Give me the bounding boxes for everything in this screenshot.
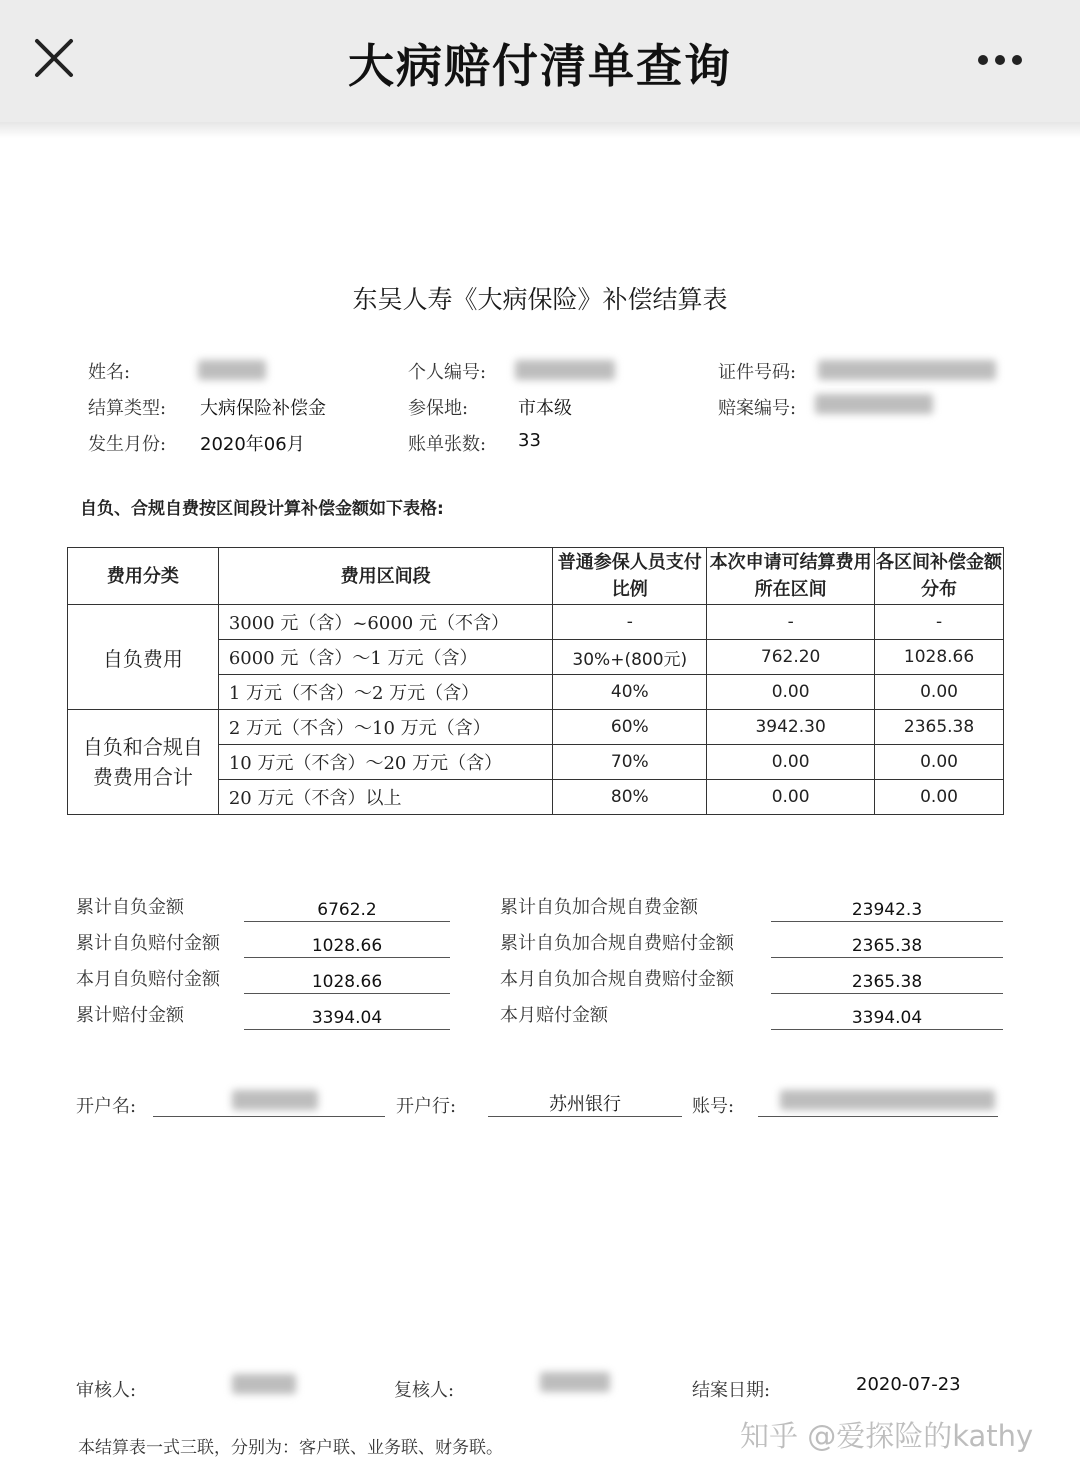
close-date-label: 结案日期:	[692, 1380, 771, 1401]
row-range: 6000 元（含）～1 万元（含）	[218, 640, 553, 675]
row-ratio: 70%	[553, 745, 707, 780]
header-comp: 各区间补偿金额分布	[875, 548, 1004, 605]
row-ratio: 40%	[553, 675, 707, 710]
row-amount: -	[707, 605, 875, 640]
row-comp: 0.00	[875, 745, 1004, 780]
summary-left-label: 本月自负赔付金额	[76, 969, 220, 990]
summary-right-label: 累计自负加合规自费金额	[500, 897, 698, 918]
reviewer-label: 审核人:	[76, 1380, 137, 1401]
summary-left-label: 累计自负赔付金额	[76, 933, 220, 954]
row-amount: 0.00	[707, 780, 875, 815]
header-ratio: 普通参保人员支付比例	[553, 548, 707, 605]
summary-left-value: 3394.04	[244, 1003, 450, 1030]
row-range: 20 万元（不含）以上	[218, 780, 553, 815]
name-redacted	[198, 360, 266, 380]
cert-label: 证件号码:	[718, 362, 797, 383]
summary-left-value: 6762.2	[244, 895, 450, 922]
compensation-table	[67, 547, 1004, 815]
person-id-redacted	[515, 360, 615, 380]
row-comp: 1028.66	[875, 640, 1004, 675]
summary-right-label: 本月自负加合规自费赔付金额	[500, 969, 734, 990]
header-range: 费用区间段	[218, 548, 553, 605]
name-label: 姓名:	[88, 362, 131, 383]
month-value: 2020年06月	[200, 434, 305, 455]
bill-count-value: 33	[518, 430, 541, 451]
bank-value: 苏州银行	[488, 1092, 682, 1117]
row-amount: 0.00	[707, 675, 875, 710]
row-ratio: 30%+(800元)	[553, 640, 707, 675]
row-comp: 2365.38	[875, 710, 1004, 745]
summary-right-value: 2365.38	[771, 931, 1003, 958]
row-comp: 0.00	[875, 675, 1004, 710]
header-category: 费用分类	[68, 548, 219, 605]
account-name-redacted	[232, 1090, 318, 1110]
document-title: 东吴人寿《大病保险》补偿结算表	[352, 285, 728, 314]
row-amount: 762.20	[707, 640, 875, 675]
row-comp: -	[875, 605, 1004, 640]
settle-type-value: 大病保险补偿金	[200, 398, 326, 419]
insured-place-label: 参保地:	[408, 398, 469, 419]
summary-right-value: 2365.38	[771, 967, 1003, 994]
month-label: 发生月份:	[88, 434, 167, 455]
group-label-combined: 自负和合规自费费用合计	[68, 710, 219, 815]
footer-note: 本结算表一式三联，分别为：客户联、业务联、财务联。	[78, 1438, 503, 1458]
more-dots-icon[interactable]	[978, 50, 1030, 64]
case-no-redacted	[815, 394, 933, 414]
account-no-label: 账号:	[692, 1096, 735, 1117]
table-row	[68, 710, 1004, 745]
header-amount: 本次申请可结算费用所在区间	[707, 548, 875, 605]
row-ratio: 80%	[553, 780, 707, 815]
row-amount: 0.00	[707, 745, 875, 780]
summary-left-label: 累计赔付金额	[76, 1005, 184, 1026]
row-amount: 3942.30	[707, 710, 875, 745]
row-ratio: 60%	[553, 710, 707, 745]
summary-right-value: 3394.04	[771, 1003, 1003, 1030]
cert-redacted	[818, 360, 996, 380]
row-range: 3000 元（含）~6000 元（不含）	[218, 605, 553, 640]
group-label-self-pay: 自负费用	[68, 605, 219, 710]
bill-count-label: 账单张数:	[408, 434, 487, 455]
person-id-label: 个人编号:	[408, 362, 487, 383]
close-date-value: 2020-07-23	[856, 1374, 961, 1395]
summary-left-value: 1028.66	[244, 967, 450, 994]
row-range: 1 万元（不含）～2 万元（含）	[218, 675, 553, 710]
top-bar-shadow	[0, 122, 1080, 138]
case-no-label: 赔案编号:	[718, 398, 797, 419]
bank-label: 开户行:	[396, 1096, 457, 1117]
account-name-label: 开户名:	[76, 1096, 137, 1117]
table-row	[68, 605, 1004, 640]
row-comp: 0.00	[875, 780, 1004, 815]
section-note: 自负、合规自费按区间段计算补偿金额如下表格:	[80, 499, 444, 519]
row-ratio: -	[553, 605, 707, 640]
table-header-row	[68, 548, 1004, 605]
watermark: 知乎 @爱探险的kathy	[740, 1419, 1034, 1453]
summary-left-value: 1028.66	[244, 931, 450, 958]
summary-right-label: 本月赔付金额	[500, 1005, 608, 1026]
row-range: 2 万元（不含）～10 万元（含）	[218, 710, 553, 745]
account-no-redacted	[780, 1090, 995, 1110]
summary-left-label: 累计自负金额	[76, 897, 184, 918]
page-title: 大病赔付清单查询	[348, 39, 732, 93]
summary-right-value: 23942.3	[771, 895, 1003, 922]
settle-type-label: 结算类型:	[88, 398, 167, 419]
reviewer-redacted	[232, 1374, 296, 1394]
rechecker-label: 复核人:	[394, 1380, 455, 1401]
insured-place-value: 市本级	[518, 398, 572, 419]
summary-right-label: 累计自负加合规自费赔付金额	[500, 933, 734, 954]
row-range: 10 万元（不含）～20 万元（含）	[218, 745, 553, 780]
rechecker-redacted	[540, 1372, 610, 1392]
